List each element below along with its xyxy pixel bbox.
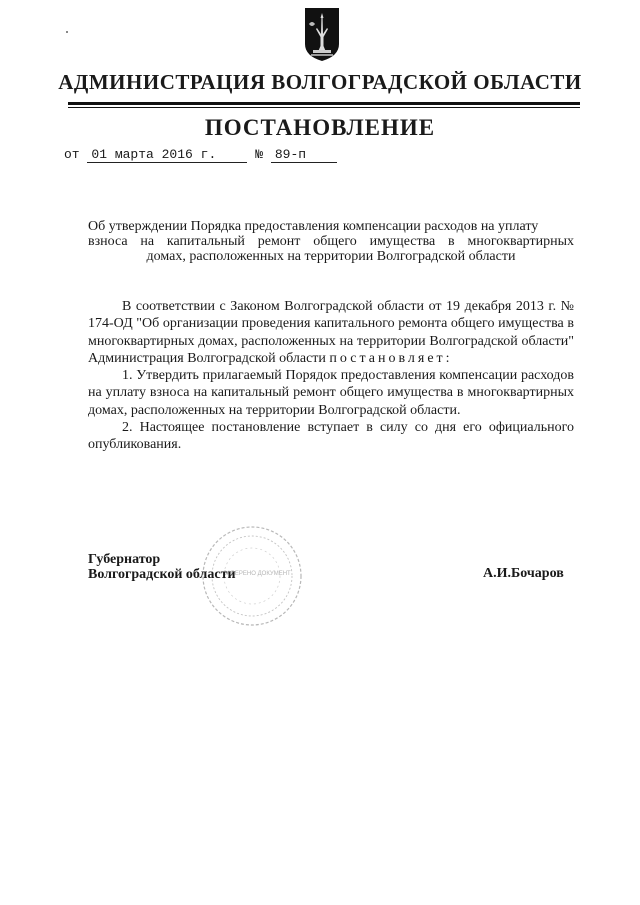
- document-date: 01 марта 2016 г.: [87, 148, 247, 163]
- preamble-text: В соответствии с Законом Волгоградской области от 19 декабря 2013 г. № 174-ОД "Об организации проведения капитального ремонта общего имущества в многоквартирных домах, расположенных на территории Волгоградской области" Администрация Волгоградской области: [88, 299, 574, 366]
- organization-name: АДМИНИСТРАЦИЯ ВОЛГОГРАДСКОЙ ОБЛАСТИ: [58, 70, 582, 94]
- stamp-text: ЗАВЕРЕНО ДОКУМЕНТ: [223, 571, 291, 577]
- decree-item-2: 2. Настоящее постановление вступает в силу со дня его официального опубликования.: [88, 420, 574, 453]
- signer-title: [88, 552, 236, 582]
- subject-line: взноса на капитальный ремонт общего имущества в многоквартирных: [88, 234, 574, 249]
- document-type-title: ПОСТАНОВЛЕНИЕ: [204, 115, 436, 140]
- number-prefix: №: [255, 147, 264, 162]
- document-subject: [88, 219, 574, 264]
- signer-title-line1: Губернатор: [88, 552, 161, 567]
- date-number-line: [64, 147, 337, 163]
- preamble-paragraph: [88, 298, 574, 367]
- document-number: 89-п: [271, 148, 337, 163]
- subject-line: домах, расположенных на территории Волгоградской области: [146, 249, 516, 264]
- header-rule-thin: [68, 107, 580, 108]
- subject-line: Об утверждении Порядка предоставления компенсации расходов на уплату: [88, 219, 539, 234]
- signer-name: А.И.Бочаров: [483, 566, 564, 581]
- scan-mark: [66, 31, 68, 33]
- signer-title-line2: Волгоградской области: [88, 567, 236, 582]
- header-rule-thick: [68, 102, 580, 105]
- decree-item-1: 1. Утвердить прилагаемый Порядок предоставления компенсации расходов на уплату взноса на капитальный ремонт общего имущества в многоквартирных домах, расположенных на территории Волгоградской области.: [88, 368, 574, 418]
- coat-of-arms-icon: [303, 6, 341, 62]
- date-prefix: от: [64, 147, 80, 162]
- decree-word: постановляет:: [329, 350, 453, 366]
- document-body: [88, 298, 574, 454]
